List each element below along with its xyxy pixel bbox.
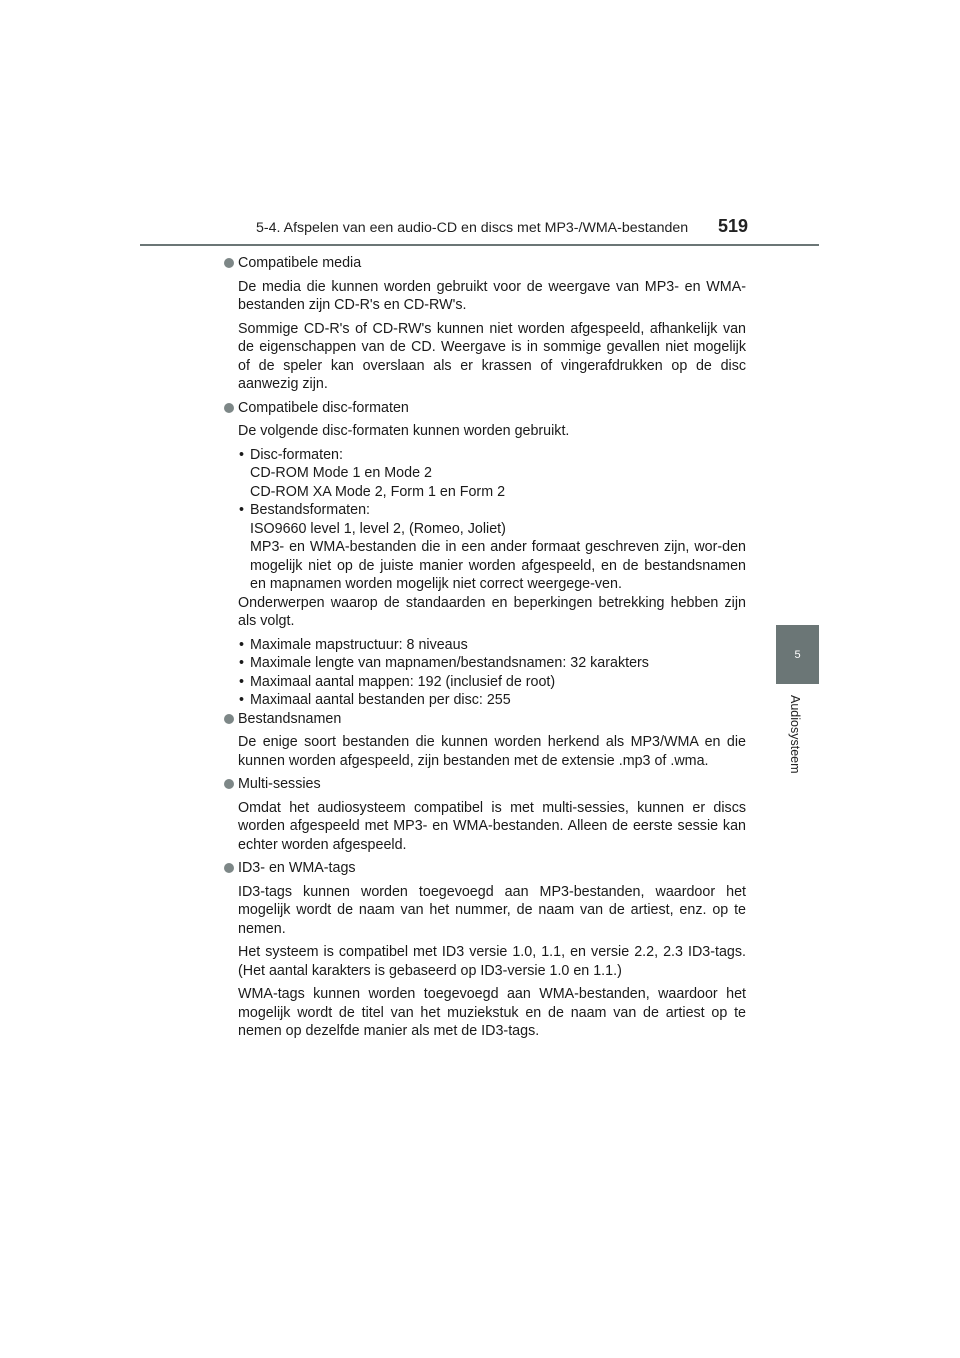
page-number: 519 (718, 216, 749, 236)
list-item: • Maximaal aantal bestanden per disc: 255 (238, 691, 746, 710)
bullet-dot-icon (224, 403, 234, 413)
paragraph: Omdat het audiosysteem compatibel is met multi-sessies, kunnen er discs worden afgespeeld met MP3- en WMA-bestanden. Alleen de eerste sessie kan echter worden afgespeeld. (238, 799, 746, 853)
section-heading-multisession (222, 775, 746, 794)
format-list (238, 446, 746, 594)
header-rule (140, 244, 819, 246)
heading-text: ID3- en WMA-tags (238, 860, 356, 876)
bullet-dot-icon (224, 863, 234, 873)
list-item-line: CD-ROM XA Mode 2, Form 1 en Form 2 (250, 483, 506, 500)
paragraph: Sommige CD-R's of CD-RW's kunnen niet worden afgespeeld, afhankelijk van de eigenschappen van de CD. Weergave is in sommige gevallen niet mogelijk of de speler kan overslaan als er krassen of vingerafdrukken op de disc aanwezig zijn. (238, 320, 746, 392)
heading-text: Bestandsnamen (238, 710, 342, 727)
paragraph: Onderwerpen waarop de standaarden en beperkingen betrekking hebben zijn als volgt. (238, 594, 746, 629)
paragraph: De enige soort bestanden die kunnen worden herkend als MP3/WMA en die kunnen worden afgespeeld, zijn bestanden met de extensie .mp3 of .wma. (238, 734, 746, 769)
paragraph: ID3-tags kunnen worden toegevoegd aan MP3-bestanden, waardoor het mogelijk wordt de naam van het nummer, de naam van de artiest, enz. op te nemen. (238, 883, 746, 937)
chapter-tab (776, 625, 819, 684)
limits-list (238, 636, 746, 710)
heading-text: Compatibele disc-formaten (238, 399, 409, 416)
section-heading-tags (222, 859, 746, 878)
heading-text: Multi-sessies (238, 776, 321, 792)
list-item-label: • Disc-formaten: (250, 446, 343, 463)
list-item (238, 446, 746, 502)
list-item (238, 501, 746, 594)
chapter-number: 5 (794, 648, 801, 661)
list-item-line: CD-ROM Mode 1 en Mode 2 (250, 465, 432, 481)
paragraph: De media die kunnen worden gebruikt voor de weergave van MP3- en WMA-bestanden zijn CD-R's en CD-RW's. (238, 278, 746, 313)
list-item: • Maximaal aantal mappen: 192 (inclusief de root) (238, 673, 746, 692)
chapter-side-label (786, 695, 808, 795)
bullet-dot-icon (224, 258, 234, 268)
heading-text: Compatibele media (238, 255, 362, 271)
paragraph: Het systeem is compatibel met ID3 versie 1.0, 1.1, en versie 2.2, 2.3 ID3-tags. (Het aantal karakters is gebaseerd op ID3-versie 1.0 en 1.1.) (238, 944, 746, 979)
list-item: • Maximale lengte van mapnamen/bestandsnamen: 32 karakters (238, 654, 746, 673)
bullet-dot-icon (224, 714, 234, 724)
list-item: • Maximale mapstructuur: 8 niveaus (238, 636, 746, 655)
bullet-dot-icon (224, 779, 234, 789)
paragraph: WMA-tags kunnen worden toegevoegd aan WMA-bestanden, waardoor het mogelijk wordt de titel van het muziekstuk en de naam van de artiest op te nemen op dezelfde manier als met de ID3-tags. (238, 986, 746, 1039)
section-heading-filenames (222, 710, 746, 729)
paragraph: De volgende disc-formaten kunnen worden gebruikt. (238, 423, 570, 439)
chapter-label-text: Audiosysteem (788, 695, 802, 774)
list-item-line: MP3- en WMA-bestanden die in een ander formaat geschreven zijn, wor-den mogelijk niet op de juiste manier worden afgespeeld, en de bestandsnamen en mapnamen worden mogelijk niet correct weergege-ven. (250, 539, 746, 592)
list-item-line: ISO9660 level 1, level 2, (Romeo, Joliet) (250, 520, 506, 537)
list-item-label: • Bestandsformaten: (250, 502, 371, 518)
section-heading-media (222, 254, 746, 273)
section-heading-formats (222, 399, 746, 418)
main-content (222, 254, 746, 1046)
page-header-title: 5-4. Afspelen van een audio-CD en discs met MP3-/WMA-bestanden (256, 220, 689, 236)
